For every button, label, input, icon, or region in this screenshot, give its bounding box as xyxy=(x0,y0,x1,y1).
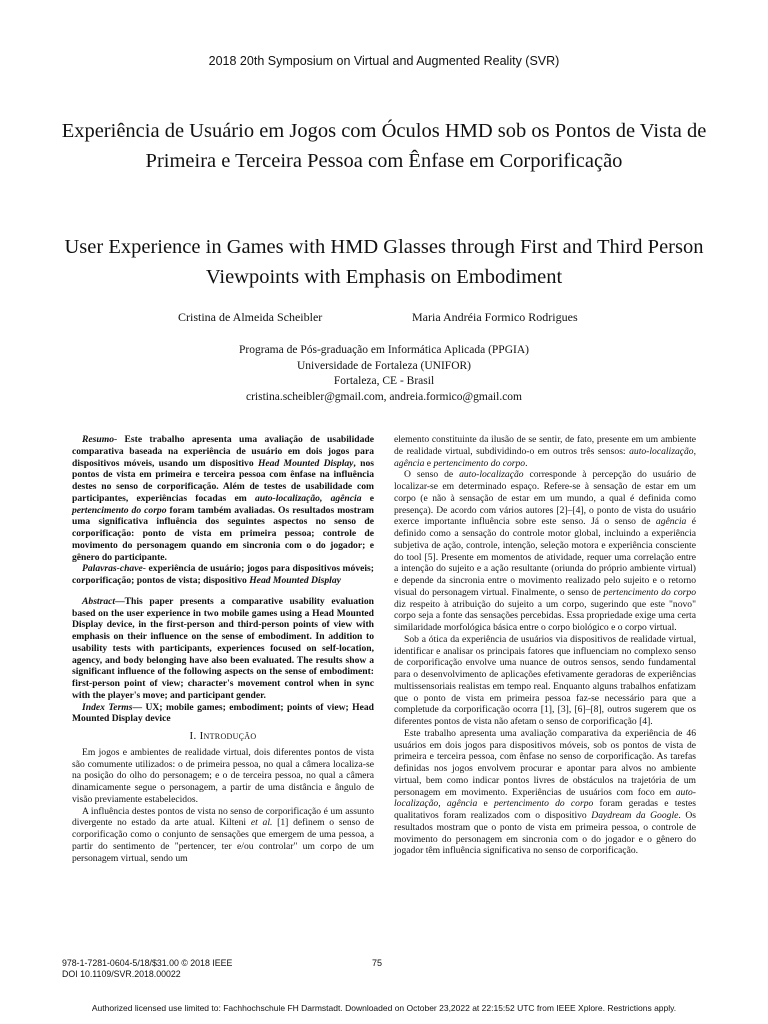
index-terms-label: Index Terms xyxy=(82,701,133,713)
body-text-italic: pertencimento do corpo xyxy=(433,457,526,469)
footer-publication-info xyxy=(62,958,232,980)
right-paragraph-4 xyxy=(394,728,696,857)
right-paragraph-1 xyxy=(394,434,696,469)
abstract-text: —This paper presents a comparative usability evaluation based on the user experience in two mobile games using a Head Mounted Display device, in the first-person and third-person points of view with emphasis on their influence on the sense of embodiment. In addition to usability tests with participants, experiences focused on self-location, agency, and body belonging have also been evaluated. The results show a significant influence of the following aspects on the sense of embodiment: first-person point of view; character's movement control when in sync with the player's move; and participant gender. xyxy=(72,595,374,701)
resumo-text: Este trabalho apresenta uma avaliação de usabilidade comparativa baseada na experiência de usuário em dois jogos para dispositivos móveis, usando um dispositivo xyxy=(72,434,374,469)
right-paragraph-2 xyxy=(394,469,696,634)
left-column xyxy=(72,434,374,864)
body-text-italic: auto-localização xyxy=(629,445,694,457)
author-2: Maria Andréia Formico Rodrigues xyxy=(412,310,578,324)
body-text-italic: pertencimento do corpo xyxy=(493,798,594,810)
resumo-text: , nos pontos de vista em primeira e terceira pessoa com ênfase na influência destes no senso de corporificação. Além de testes de usabilidade com participantes, experiências focadas em xyxy=(72,457,374,504)
resumo-paragraph xyxy=(72,434,374,563)
intro-text-italic: et al. xyxy=(250,817,273,829)
body-text: é definido como a sensação do controle motor global, incluindo a experiência subjetiva de ação, controle, intenção, seleção motora e experiência consciente do tool [5]. Presente em momentos de atividade, requer uma correlação entre a intenção do sujeito e a ação resultante (oriunda do próprio ambiente virtual) e depende da sincronia entre o movimento realizado pelo sujeito e o retorno visual do personagem virtual. Finalmente, o senso de xyxy=(394,516,696,598)
body-text: diz respeito à atribuição do sujeito a um corpo, sugerindo que este "novo" corpo seja a fonte das sensações percebidas. Essa propriedade exige uma certa similaridade morfológica básica entre o corpo biológico e o corpo virtual. xyxy=(394,598,696,633)
conference-header: 2018 20th Symposium on Virtual and Augmented Reality (SVR) xyxy=(208,54,560,68)
body-text: e xyxy=(477,798,494,810)
body-text-italic: agência xyxy=(394,457,425,469)
affiliation xyxy=(0,343,768,405)
index-terms-paragraph xyxy=(72,702,374,726)
palavras-chave-text: experiência de usuário; jogos para dispositivos móveis; corporificação; pontos de vista; dispositivo xyxy=(72,563,374,586)
body-text: foram geradas e testes qualitativos foram realizados com o dispositivo xyxy=(394,798,697,821)
license-notice: Authorized licensed use limited to: Fachhochschule FH Darmstadt. Downloaded on October 23,2022 at 22:15:52 UTC from IEEE Xplore. Restrictions apply. xyxy=(91,1003,677,1013)
body-text: e xyxy=(424,457,434,469)
intro-paragraph-2 xyxy=(72,806,374,865)
palavras-chave-label: Palavras-chave- xyxy=(82,563,146,575)
body-text: Este trabalho apresenta uma avaliação comparativa da experiência de 46 usuários em dois jogos para dispositivos móveis, sob os pontos de vista de primeira e terceira pessoa, com ênfase no senso de corporificação. As tarefas definidas nos jogos envolvem procurar e apontar para alvos no ambiente virtual, bem como indicar pontos livres de obstáculos na trajetória de um personagem em movimento. Experiências de usuários com foco em xyxy=(394,727,696,798)
body-text: , xyxy=(693,445,696,457)
resumo-text: e xyxy=(361,492,374,504)
body-text: . xyxy=(525,457,528,469)
resumo-text-italic: pertencimento do corpo xyxy=(72,504,167,516)
affiliation-university: Universidade de Fortaleza (UNIFOR) xyxy=(296,359,472,372)
body-text-italic: auto-localização xyxy=(459,469,524,481)
body-text-italic: Daydream da Google xyxy=(591,810,679,821)
right-column xyxy=(394,434,696,857)
section-heading-introduction: I. Introdução xyxy=(189,730,257,742)
body-text: . Os resultados mostram que o ponto de vista em primeira pessoa, o controle de movimento do personagem em sincronia com o do jogador e o gênero do jogador têm influência significativa no senso de corporificação. xyxy=(394,810,696,857)
title-english: User Experience in Games with HMD Glasses through First and Third Person Viewpoints with Emphasis on Embodiment xyxy=(64,236,704,288)
affiliation-location: Fortaleza, CE - Brasil xyxy=(333,375,435,387)
footer-doi: DOI 10.1109/SVR.2018.00022 xyxy=(62,969,181,979)
affiliation-program: Programa de Pós-graduação em Informática Aplicada (PPGIA) xyxy=(239,344,529,356)
body-text-italic: auto-localização xyxy=(394,786,696,810)
right-paragraph-3: Sob a ótica da experiência de usuários via dispositivos de realidade virtual, identificar e analisar os principais fatores que influenciam no complexo senso de corporificação envolve uma nuance de outros sensos, sendo fundamental para o desenvolvimento de aplicações efetivamente geradoras de experiências multissensoriais realistas em tempo real. Enquanto alguns trabalhos enfatizam que o ponto de vista em primeira pessoa faz-se necessário para que a completude da corporificação ocorra [1], [3], [6]–[8], outros sugerem que os diferentes pontos de vista não afetam o senso de corporificação [4]. xyxy=(394,633,696,727)
affiliation-emails[interactable]: cristina.scheibler@gmail.com, andreia.formico@gmail.com xyxy=(245,390,522,403)
palavras-chave-paragraph xyxy=(72,563,374,587)
resumo-label: Resumo- xyxy=(82,434,118,445)
intro-paragraph-1: Em jogos e ambientes de realidade virtual, dois diferentes pontos de vista são comumente utilizados: o de primeira pessoa, no qual a câmera localiza-se na posição do olho do personagem; e o de terceira pessoa, no qual a câmera dinamicamente segue o personagem, a partir de uma distância e ângulo de visão previamente estabelecidos. xyxy=(72,746,374,805)
palavras-chave-text-italic: Head Mounted Display xyxy=(249,575,341,586)
footer-isbn: 978-1-7281-0604-5/18/$31.00 © 2018 IEEE xyxy=(62,958,233,968)
intro-text: A influência destes pontos de vista no senso de corporificação é um assunto divergente no estado da arte atual. Kilteni xyxy=(72,805,374,829)
resumo-text-italic: Head Mounted Display xyxy=(257,457,354,469)
title-portuguese: Experiência de Usuário em Jogos com Óculos HMD sob os Pontos de Vista de Primeira e Terceira Pessoa com Ênfase em Corporificação xyxy=(61,120,707,172)
abstract-label: Abstract xyxy=(82,595,116,607)
abstract-paragraph xyxy=(72,596,374,702)
resumo-text: foram também avaliadas. Os resultados mostram uma significativa influência dos seguintes aspectos no senso de corporificação: ponto de vista em primeira pessoa; controle de movimento do personagem quando em sincronia com o do jogador; e gênero do participante. xyxy=(72,504,374,563)
page-number: 75 xyxy=(372,958,383,968)
resumo-text-italic: auto-localização, agência xyxy=(254,492,362,504)
author-1: Cristina de Almeida Scheibler xyxy=(178,310,323,324)
intro-text: [1] definem o senso de corporificação como o conjunto de sensações que emergem de uma pessoa, a partir do sentimento de "pertencer, ter e/ou controlar" um corpo de um personagem virtual, sendo um xyxy=(72,817,374,864)
body-text: elemento constituinte da ilusão de se sentir, de fato, presente em um ambiente de realidade virtual, subdividindo-o em outros três sensos: xyxy=(394,434,696,457)
body-text: , xyxy=(438,798,447,810)
body-text-italic: agência xyxy=(446,798,478,810)
body-text: corresponde à percepção do usuário de localizar-se em determinado espaço. Refere-se à sensação de estar em um corpo (e não à sensação de estar em um mundo, a qual é definida como presença). De acordo com vários autores [2]–[4], o ponto de vista do usuário exerce importante influência sobre este senso. Já o senso de xyxy=(394,469,696,528)
index-terms-text: — UX; mobile games; embodiment; points of view; Head Mounted Display device xyxy=(72,701,374,725)
body-text-italic: pertencimento do corpo xyxy=(603,586,696,598)
body-text-italic: agência xyxy=(655,516,687,528)
body-text: O senso de xyxy=(404,469,460,481)
